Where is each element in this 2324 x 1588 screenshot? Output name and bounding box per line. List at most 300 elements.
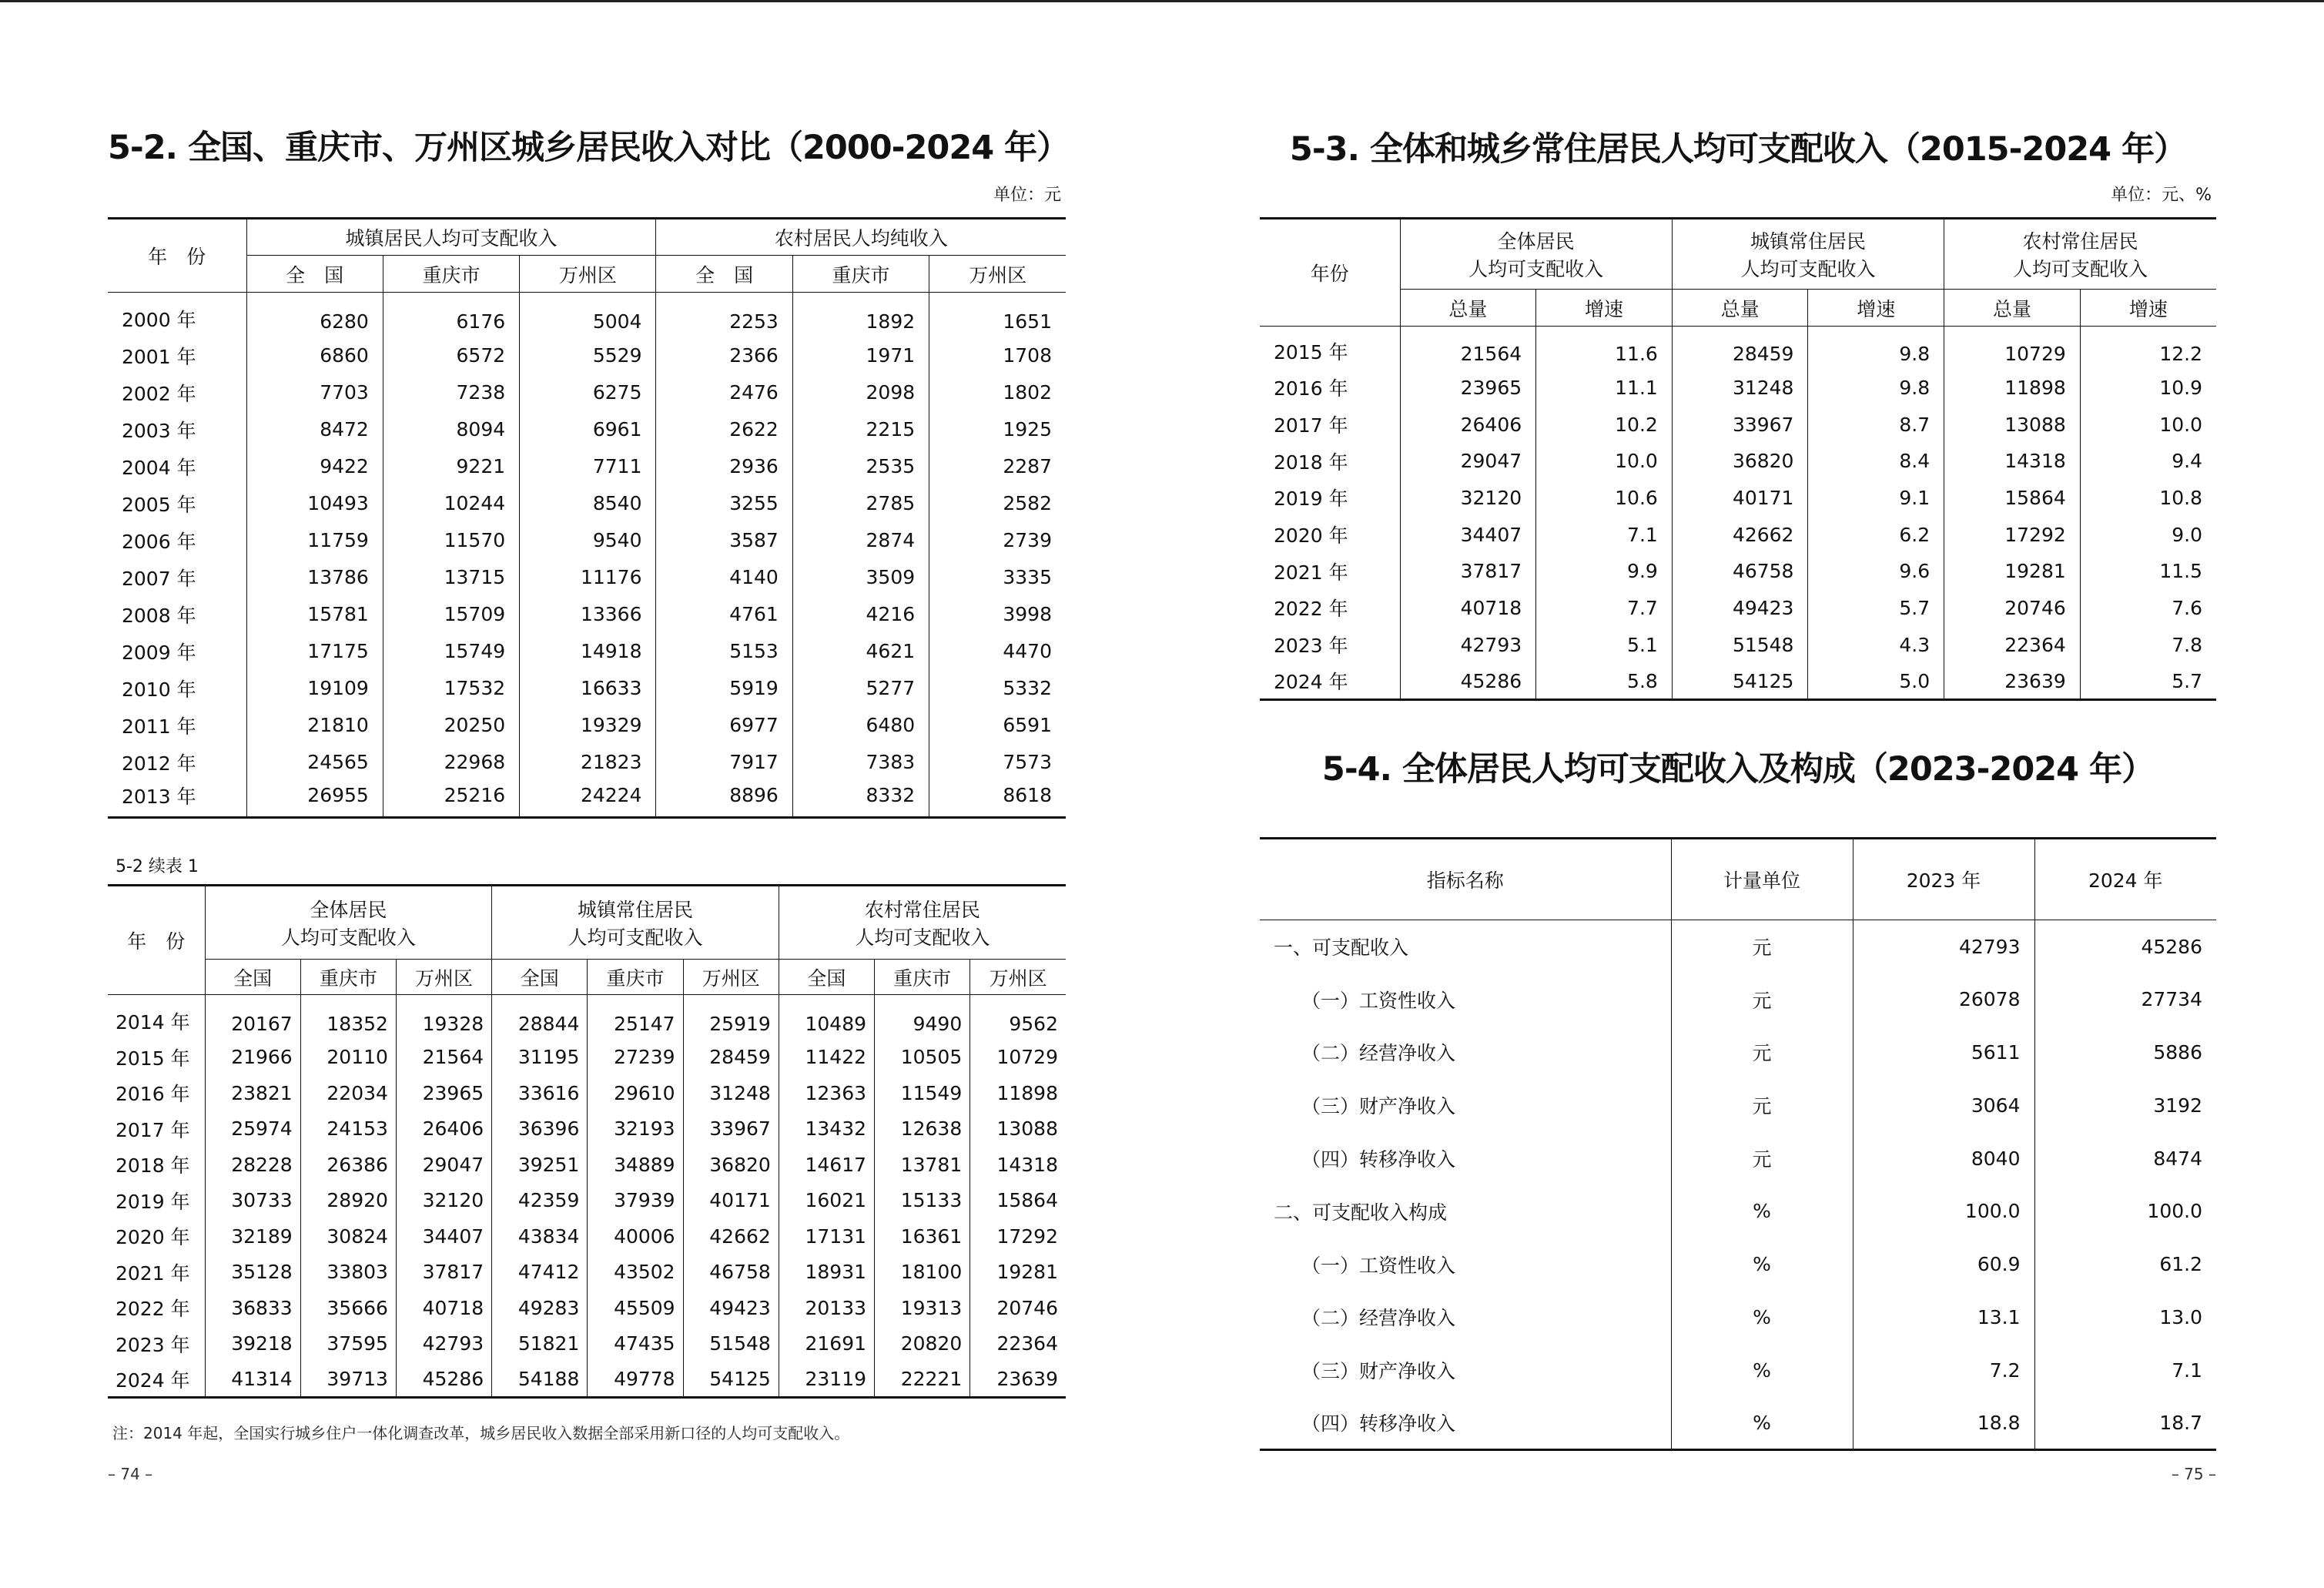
value-cell: 39713 [300, 1362, 396, 1398]
value-cell: 33616 [492, 1075, 588, 1111]
value-cell: 43834 [492, 1218, 588, 1255]
table-row [108, 995, 1066, 1040]
value-cell: 9.8 [1808, 370, 1944, 407]
table-row [1260, 553, 2216, 590]
value-cell: 26406 [1400, 406, 1536, 443]
table-row [108, 1362, 1066, 1398]
value-cell: 18.8 [1853, 1397, 2034, 1450]
year-cell: 2018 年 [1274, 451, 1348, 474]
value-cell: 32189 [205, 1218, 300, 1255]
value-cell: 1651 [929, 293, 1066, 337]
value-cell: 7573 [929, 744, 1066, 781]
value-cell: 21810 [246, 707, 383, 744]
value-cell: 14318 [970, 1147, 1066, 1183]
value-cell: 2785 [792, 485, 929, 522]
value-cell: 61.2 [2034, 1238, 2216, 1291]
table-row [1260, 1184, 2216, 1238]
value-cell: 5153 [656, 633, 792, 670]
value-cell: 4.3 [1808, 626, 1944, 663]
value-cell: 2215 [792, 411, 929, 448]
year-cell: 2004 年 [122, 456, 196, 479]
group-header-line: 人均可支配收入 [568, 926, 703, 949]
group-header-line: 全体居民 [1497, 230, 1575, 253]
unit-cell: 元 [1671, 920, 1853, 973]
value-cell: 8618 [929, 781, 1066, 818]
year-cell: 2018 年 [116, 1154, 190, 1178]
value-cell: 9.4 [2080, 443, 2216, 480]
value-cell: 13.0 [2034, 1291, 2216, 1344]
value-cell: 42793 [1853, 920, 2034, 973]
year-cell: 2016 年 [116, 1083, 190, 1106]
value-cell: 15709 [383, 596, 519, 633]
value-cell: 40171 [683, 1183, 779, 1219]
indicator-name: （二）经营净收入 [1301, 1042, 1456, 1065]
value-cell: 18931 [779, 1255, 874, 1291]
column-header: 2024 年 [2034, 839, 2216, 920]
footnote: 注：2014 年起，全国实行城乡住户一体化调查改革，城乡居民收入数据全部采用新口径的人均可支配收入。 [112, 1424, 850, 1442]
value-cell: 5.7 [1808, 590, 1944, 627]
value-cell: 5919 [656, 670, 792, 707]
value-cell: 2253 [656, 293, 792, 337]
unit-cell: % [1671, 1397, 1853, 1450]
value-cell: 42793 [396, 1326, 491, 1362]
group-header-line: 人均可支配收入 [280, 926, 416, 949]
value-cell: 42662 [1672, 516, 1808, 553]
value-cell: 7711 [520, 448, 656, 485]
value-cell: 41314 [205, 1362, 300, 1398]
value-cell: 8474 [2034, 1132, 2216, 1185]
sub-header: 万州区 [970, 960, 1066, 995]
value-cell: 26386 [300, 1147, 396, 1183]
value-cell: 7.7 [1536, 590, 1673, 627]
value-cell: 11.5 [2080, 553, 2216, 590]
value-cell: 25147 [588, 995, 683, 1040]
value-cell: 9.0 [2080, 516, 2216, 553]
value-cell: 11.1 [1536, 370, 1673, 407]
value-cell: 42359 [492, 1183, 588, 1219]
year-cell: 2010 年 [122, 678, 196, 701]
value-cell: 8472 [246, 411, 383, 448]
table-5-4-title: 5-4. 全体居民人均可支配收入及构成（2023-2024 年） [1321, 750, 2155, 789]
value-cell: 26078 [1853, 973, 2034, 1026]
value-cell: 13715 [383, 559, 519, 596]
unit-label: 单位：元、% [2111, 186, 2212, 205]
unit-cell: % [1671, 1238, 1853, 1291]
value-cell: 30824 [300, 1218, 396, 1255]
value-cell: 10493 [246, 485, 383, 522]
year-cell: 2020 年 [1274, 524, 1348, 548]
value-cell: 27734 [2034, 973, 2216, 1026]
value-cell: 51548 [1672, 626, 1808, 663]
year-cell: 2019 年 [1274, 487, 1348, 511]
value-cell: 5332 [929, 670, 1066, 707]
table-row [1260, 1344, 2216, 1397]
value-cell: 11759 [246, 522, 383, 559]
value-cell: 10489 [779, 995, 874, 1040]
value-cell: 23639 [970, 1362, 1066, 1398]
value-cell: 6591 [929, 707, 1066, 744]
value-cell: 32193 [588, 1111, 683, 1147]
value-cell: 3998 [929, 596, 1066, 633]
value-cell: 35666 [300, 1290, 396, 1326]
indicator-name: （一）工资性收入 [1301, 989, 1456, 1012]
table-5-2 [108, 217, 1066, 819]
table-row [108, 1147, 1066, 1183]
year-cell: 2012 年 [122, 752, 196, 775]
value-cell: 10.6 [1536, 480, 1673, 517]
value-cell: 3255 [656, 485, 792, 522]
value-cell: 10.8 [2080, 480, 2216, 517]
sub-header: 万州区 [929, 256, 1066, 293]
table-row [1260, 443, 2216, 480]
value-cell: 8896 [656, 781, 792, 818]
value-cell: 22968 [383, 744, 519, 781]
value-cell: 13088 [970, 1111, 1066, 1147]
value-cell: 8.4 [1808, 443, 1944, 480]
year-cell: 2021 年 [1274, 561, 1348, 584]
year-cell: 2008 年 [122, 604, 196, 627]
table-row [108, 522, 1066, 559]
year-cell: 2023 年 [116, 1333, 190, 1356]
value-cell: 30733 [205, 1183, 300, 1219]
table-row [1260, 920, 2216, 973]
value-cell: 6480 [792, 707, 929, 744]
value-cell: 4621 [792, 633, 929, 670]
sub-header: 总量 [1944, 290, 2081, 327]
value-cell: 11422 [779, 1040, 874, 1076]
value-cell: 19329 [520, 707, 656, 744]
value-cell: 47435 [588, 1326, 683, 1362]
value-cell: 13.1 [1853, 1291, 2034, 1344]
value-cell: 19281 [1944, 553, 2081, 590]
value-cell: 43502 [588, 1255, 683, 1291]
page-number: – 74 – [108, 1465, 153, 1483]
value-cell: 18352 [300, 995, 396, 1040]
sub-header: 全国 [205, 960, 300, 995]
value-cell: 4470 [929, 633, 1066, 670]
table-row [1260, 1397, 2216, 1450]
value-cell: 9540 [520, 522, 656, 559]
year-cell: 2020 年 [116, 1226, 190, 1249]
value-cell: 5.8 [1536, 663, 1673, 700]
value-cell: 15781 [246, 596, 383, 633]
value-cell: 7238 [383, 374, 519, 411]
value-cell: 54125 [683, 1362, 779, 1398]
value-cell: 29047 [1400, 443, 1536, 480]
value-cell: 10.0 [1536, 443, 1673, 480]
table-row [108, 559, 1066, 596]
value-cell: 17175 [246, 633, 383, 670]
value-cell: 13781 [875, 1147, 970, 1183]
year-cell: 2001 年 [122, 345, 196, 368]
year-cell: 2015 年 [116, 1047, 190, 1070]
year-header: 年 份 [108, 219, 246, 293]
value-cell: 40171 [1672, 480, 1808, 517]
year-cell: 2011 年 [122, 715, 196, 738]
value-cell: 26406 [396, 1111, 491, 1147]
group-header [492, 886, 779, 960]
table-row [1260, 406, 2216, 443]
group-header-line: 人均可支配收入 [855, 926, 990, 949]
table-row [108, 1111, 1066, 1147]
value-cell: 42662 [683, 1218, 779, 1255]
year-cell: 2017 年 [116, 1118, 190, 1141]
group-header: 农村居民人均纯收入 [656, 219, 1066, 256]
year-cell: 2022 年 [1274, 598, 1348, 621]
value-cell: 1925 [929, 411, 1066, 448]
value-cell: 29610 [588, 1075, 683, 1111]
year-header: 年份 [1260, 219, 1400, 327]
value-cell: 1802 [929, 374, 1066, 411]
year-cell: 2014 年 [116, 1010, 190, 1034]
group-header-line: 人均可支配收入 [2013, 258, 2148, 280]
value-cell: 39251 [492, 1147, 588, 1183]
value-cell: 45286 [2034, 920, 2216, 973]
group-header-line: 城镇常住居民 [1750, 230, 1866, 253]
value-cell: 31195 [492, 1040, 588, 1076]
table-row [108, 1183, 1066, 1219]
value-cell: 45286 [396, 1362, 491, 1398]
value-cell: 8332 [792, 781, 929, 818]
value-cell: 42793 [1400, 626, 1536, 663]
value-cell: 13366 [520, 596, 656, 633]
group-header-line: 全体居民 [310, 899, 387, 921]
unit-cell: 元 [1671, 1079, 1853, 1132]
group-header [205, 886, 492, 960]
sub-header: 总量 [1400, 290, 1536, 327]
table-5-3 [1260, 217, 2216, 701]
page-number: – 75 – [2171, 1465, 2216, 1483]
table-row [1260, 480, 2216, 517]
table-5-2-continued [108, 884, 1066, 1399]
year-cell: 2024 年 [116, 1369, 190, 1392]
value-cell: 24153 [300, 1111, 396, 1147]
table-row [108, 744, 1066, 781]
value-cell: 24224 [520, 781, 656, 818]
value-cell: 22364 [970, 1326, 1066, 1362]
sub-header: 全国 [779, 960, 874, 995]
value-cell: 3192 [2034, 1079, 2216, 1132]
continuation-caption: 5-2 续表 1 [116, 857, 199, 876]
value-cell: 11570 [383, 522, 519, 559]
value-cell: 3064 [1853, 1079, 2034, 1132]
value-cell: 33967 [1672, 406, 1808, 443]
value-cell: 31248 [683, 1075, 779, 1111]
value-cell: 21564 [1400, 327, 1536, 370]
indicator-name: （一）工资性收入 [1301, 1254, 1456, 1277]
value-cell: 18100 [875, 1255, 970, 1291]
value-cell: 9.9 [1536, 553, 1673, 590]
value-cell: 32120 [396, 1183, 491, 1219]
value-cell: 7917 [656, 744, 792, 781]
value-cell: 6275 [520, 374, 656, 411]
value-cell: 5.0 [1808, 663, 1944, 700]
table-row [1260, 370, 2216, 407]
value-cell: 46758 [683, 1255, 779, 1291]
sub-header: 增速 [1808, 290, 1944, 327]
value-cell: 25216 [383, 781, 519, 818]
table-row [108, 596, 1066, 633]
value-cell: 11549 [875, 1075, 970, 1111]
value-cell: 28920 [300, 1183, 396, 1219]
value-cell: 19313 [875, 1290, 970, 1326]
value-cell: 17532 [383, 670, 519, 707]
value-cell: 33803 [300, 1255, 396, 1291]
value-cell: 28228 [205, 1147, 300, 1183]
value-cell: 2622 [656, 411, 792, 448]
value-cell: 11.6 [1536, 327, 1673, 370]
value-cell: 6.2 [1808, 516, 1944, 553]
value-cell: 15133 [875, 1183, 970, 1219]
value-cell: 2287 [929, 448, 1066, 485]
value-cell: 40006 [588, 1218, 683, 1255]
year-cell: 2013 年 [122, 785, 196, 808]
value-cell: 37939 [588, 1183, 683, 1219]
value-cell: 36820 [1672, 443, 1808, 480]
table-row [108, 633, 1066, 670]
value-cell: 9.1 [1808, 480, 1944, 517]
value-cell: 23119 [779, 1362, 874, 1398]
value-cell: 5277 [792, 670, 929, 707]
value-cell: 6977 [656, 707, 792, 744]
value-cell: 11176 [520, 559, 656, 596]
indicator-name: （四）转移净收入 [1301, 1412, 1456, 1436]
value-cell: 9422 [246, 448, 383, 485]
value-cell: 2366 [656, 337, 792, 374]
unit-cell: % [1671, 1291, 1853, 1344]
value-cell: 19281 [970, 1255, 1066, 1291]
table-row [1260, 516, 2216, 553]
value-cell: 13088 [1944, 406, 2081, 443]
value-cell: 1708 [929, 337, 1066, 374]
value-cell: 24565 [246, 744, 383, 781]
table-row [1260, 1132, 2216, 1185]
value-cell: 2874 [792, 522, 929, 559]
year-cell: 2022 年 [116, 1298, 190, 1321]
table-row [108, 374, 1066, 411]
value-cell: 34407 [396, 1218, 491, 1255]
sub-header: 重庆市 [383, 256, 519, 293]
value-cell: 49283 [492, 1290, 588, 1326]
table-row [108, 707, 1066, 744]
value-cell: 36833 [205, 1290, 300, 1326]
value-cell: 28459 [1672, 327, 1808, 370]
value-cell: 100.0 [2034, 1184, 2216, 1238]
value-cell: 15864 [1944, 480, 2081, 517]
table-row [1260, 626, 2216, 663]
table-5-2-title: 5-2. 全国、重庆市、万州区城乡居民收入对比（2000-2024 年） [108, 129, 1070, 167]
value-cell: 13432 [779, 1111, 874, 1147]
value-cell: 40718 [1400, 590, 1536, 627]
value-cell: 6572 [383, 337, 519, 374]
sub-header: 全国 [492, 960, 588, 995]
table-row [108, 1218, 1066, 1255]
group-header: 城镇居民人均可支配收入 [246, 219, 656, 256]
table-row [1260, 1291, 2216, 1344]
table-row [108, 781, 1066, 818]
table-row [108, 337, 1066, 374]
value-cell: 2535 [792, 448, 929, 485]
value-cell: 31248 [1672, 370, 1808, 407]
value-cell: 21564 [396, 1040, 491, 1076]
table-row [1260, 973, 2216, 1026]
value-cell: 5886 [2034, 1026, 2216, 1079]
value-cell: 33967 [683, 1111, 779, 1147]
value-cell: 37595 [300, 1326, 396, 1362]
value-cell: 11898 [970, 1075, 1066, 1111]
table-row [1260, 327, 2216, 370]
value-cell: 7.6 [2080, 590, 2216, 627]
table-5-4 [1260, 837, 2216, 1451]
value-cell: 36820 [683, 1147, 779, 1183]
value-cell: 7.8 [2080, 626, 2216, 663]
value-cell: 9.6 [1808, 553, 1944, 590]
indicator-name: （三）财产净收入 [1301, 1095, 1456, 1118]
value-cell: 100.0 [1853, 1184, 2034, 1238]
value-cell: 11898 [1944, 370, 2081, 407]
table-row [1260, 1079, 2216, 1132]
value-cell: 20167 [205, 995, 300, 1040]
value-cell: 7383 [792, 744, 929, 781]
value-cell: 9.8 [1808, 327, 1944, 370]
sub-header: 增速 [1536, 290, 1673, 327]
value-cell: 49778 [588, 1362, 683, 1398]
value-cell: 2936 [656, 448, 792, 485]
value-cell: 3587 [656, 522, 792, 559]
value-cell: 14318 [1944, 443, 2081, 480]
group-header-line: 农村常住居民 [864, 899, 980, 921]
table-row [1260, 1026, 2216, 1079]
group-header-line: 人均可支配收入 [1468, 258, 1604, 280]
value-cell: 51548 [683, 1326, 779, 1362]
year-cell: 2021 年 [116, 1261, 190, 1285]
value-cell: 5.1 [1536, 626, 1673, 663]
year-cell: 2005 年 [122, 493, 196, 516]
group-header [779, 886, 1066, 960]
column-header: 指标名称 [1260, 839, 1671, 920]
value-cell: 22221 [875, 1362, 970, 1398]
table-row [108, 293, 1066, 337]
value-cell: 32120 [1400, 480, 1536, 517]
value-cell: 20746 [970, 1290, 1066, 1326]
value-cell: 5611 [1853, 1026, 2034, 1079]
value-cell: 35128 [205, 1255, 300, 1291]
value-cell: 9490 [875, 995, 970, 1040]
value-cell: 22364 [1944, 626, 2081, 663]
value-cell: 27239 [588, 1040, 683, 1076]
value-cell: 2098 [792, 374, 929, 411]
value-cell: 7.1 [1536, 516, 1673, 553]
value-cell: 14617 [779, 1147, 874, 1183]
value-cell: 28844 [492, 995, 588, 1040]
value-cell: 8.7 [1808, 406, 1944, 443]
value-cell: 25974 [205, 1111, 300, 1147]
value-cell: 39218 [205, 1326, 300, 1362]
indicator-name: 一、可支配收入 [1274, 936, 1409, 960]
value-cell: 36396 [492, 1111, 588, 1147]
table-row [108, 670, 1066, 707]
value-cell: 4216 [792, 596, 929, 633]
value-cell: 3509 [792, 559, 929, 596]
value-cell: 6280 [246, 293, 383, 337]
year-cell: 2002 年 [122, 382, 196, 405]
year-cell: 2019 年 [116, 1190, 190, 1213]
value-cell: 17131 [779, 1218, 874, 1255]
value-cell: 17292 [1944, 516, 2081, 553]
column-header: 计量单位 [1671, 839, 1853, 920]
table-row [108, 411, 1066, 448]
group-header [1400, 219, 1672, 290]
